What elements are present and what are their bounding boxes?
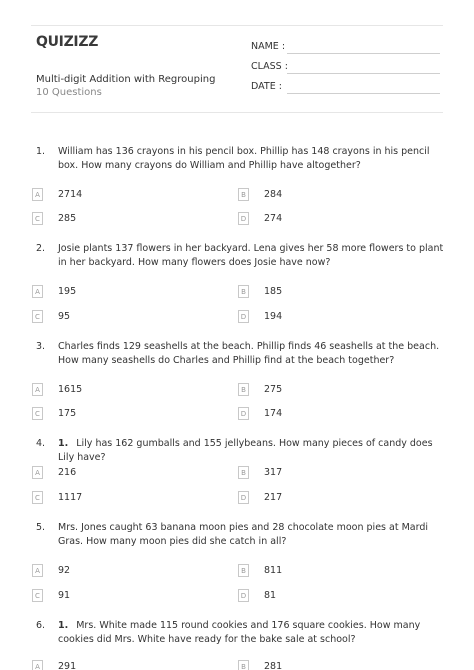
- question-6: [36, 619, 446, 647]
- option-letter-box: B: [238, 383, 249, 396]
- option-value: 1117: [58, 492, 83, 503]
- option-b[interactable]: [238, 188, 282, 201]
- header-top-rule: [31, 25, 443, 26]
- option-value: 175: [58, 408, 77, 419]
- question-text: Mrs. Jones caught 63 banana moon pies and 28 chocolate moon pies at Mardi Gras. How many moon pies did she catch in all?: [58, 522, 429, 547]
- option-letter-box: A: [32, 564, 43, 577]
- option-letter-box: C: [32, 589, 43, 602]
- option-letter-box: D: [238, 407, 249, 420]
- option-value: 275: [264, 384, 283, 395]
- question-number: 4.: [36, 438, 46, 449]
- option-value: 92: [58, 565, 71, 576]
- option-letter-box: B: [238, 660, 249, 670]
- worksheet-title: Multi-digit Addition with Regrouping: [36, 74, 216, 85]
- option-letter-box: C: [32, 407, 43, 420]
- question-prefix: 1.: [58, 620, 69, 631]
- option-a[interactable]: [32, 466, 76, 479]
- option-c[interactable]: [32, 407, 76, 420]
- option-value: 2714: [58, 189, 83, 200]
- question-text: Lily has 162 gumballs and 155 jellybeans. How many pieces of candy does Lily have?: [58, 438, 433, 463]
- question-text: Josie plants 137 flowers in her backyard. Lena gives her 58 more flowers to plant in her backyard. How many flowers does Josie have now?: [58, 243, 444, 268]
- header-bottom-rule: [31, 112, 443, 113]
- option-letter-box: B: [238, 188, 249, 201]
- question-text-wrapper: [58, 619, 446, 647]
- name-label: NAME :: [251, 41, 286, 52]
- option-b[interactable]: [238, 285, 282, 298]
- option-c[interactable]: [32, 491, 82, 504]
- question-1: [36, 145, 446, 173]
- option-a[interactable]: [32, 564, 70, 577]
- question-text-wrapper: [58, 437, 446, 465]
- question-number: 1.: [36, 146, 46, 157]
- option-b[interactable]: [238, 383, 282, 396]
- option-letter-box: A: [32, 188, 43, 201]
- option-value: 194: [264, 311, 283, 322]
- option-letter-box: A: [32, 383, 43, 396]
- option-letter-box: D: [238, 589, 249, 602]
- date-label: DATE :: [251, 81, 282, 92]
- question-number: 5.: [36, 522, 46, 533]
- option-c[interactable]: [32, 212, 76, 225]
- question-number: 6.: [36, 620, 46, 631]
- question-number: 3.: [36, 341, 46, 352]
- question-text: William has 136 crayons in his pencil box. Phillip has 148 crayons in his pencil box. How many crayons do William and Phillip have altogether?: [58, 146, 430, 171]
- option-value: 217: [264, 492, 283, 503]
- name-field[interactable]: [287, 53, 440, 54]
- option-value: 91: [58, 590, 71, 601]
- option-letter-box: B: [238, 564, 249, 577]
- question-number: 2.: [36, 243, 46, 254]
- option-d[interactable]: [238, 491, 282, 504]
- option-d[interactable]: [238, 407, 282, 420]
- option-letter-box: C: [32, 212, 43, 225]
- option-letter-box: B: [238, 285, 249, 298]
- option-value: 81: [264, 590, 277, 601]
- option-value: 281: [264, 661, 283, 670]
- option-letter-box: C: [32, 491, 43, 504]
- option-c[interactable]: [32, 589, 70, 602]
- option-value: 216: [58, 467, 77, 478]
- question-text: Charles finds 129 seashells at the beach. Phillip finds 46 seashells at the beach. How many seashells do Charles and Phillip find at the beach together?: [58, 341, 440, 366]
- class-field[interactable]: [287, 73, 440, 74]
- date-field[interactable]: [287, 93, 440, 94]
- question-prefix: 1.: [58, 438, 69, 449]
- option-letter-box: D: [238, 212, 249, 225]
- quizizz-logo: QUIZIZZ: [36, 34, 99, 50]
- option-c[interactable]: [32, 310, 70, 323]
- option-letter-box: C: [32, 310, 43, 323]
- option-letter-box: A: [32, 466, 43, 479]
- question-5: [36, 521, 446, 549]
- option-letter-box: A: [32, 285, 43, 298]
- option-b[interactable]: [238, 660, 282, 670]
- option-letter-box: A: [32, 660, 43, 670]
- option-value: 284: [264, 189, 283, 200]
- option-a[interactable]: [32, 383, 82, 396]
- option-value: 274: [264, 213, 283, 224]
- option-value: 291: [58, 661, 77, 670]
- option-b[interactable]: [238, 564, 282, 577]
- option-letter-box: B: [238, 466, 249, 479]
- option-value: 95: [58, 311, 71, 322]
- question-3: [36, 340, 446, 368]
- option-a[interactable]: [32, 660, 76, 670]
- option-value: 174: [264, 408, 283, 419]
- option-d[interactable]: [238, 212, 282, 225]
- option-value: 195: [58, 286, 77, 297]
- question-4: [36, 437, 446, 465]
- question-count: 10 Questions: [36, 87, 102, 98]
- option-value: 285: [58, 213, 77, 224]
- option-value: 185: [264, 286, 283, 297]
- class-label: CLASS :: [251, 61, 288, 72]
- option-a[interactable]: [32, 285, 76, 298]
- option-letter-box: D: [238, 491, 249, 504]
- option-d[interactable]: [238, 589, 276, 602]
- option-b[interactable]: [238, 466, 282, 479]
- option-value: 317: [264, 467, 283, 478]
- question-2: [36, 242, 446, 270]
- option-a[interactable]: [32, 188, 82, 201]
- question-text: Mrs. White made 115 round cookies and 176 square cookies. How many cookies did Mrs. White have ready for the bake sale at school?: [58, 620, 421, 645]
- option-value: 811: [264, 565, 283, 576]
- option-d[interactable]: [238, 310, 282, 323]
- option-letter-box: D: [238, 310, 249, 323]
- option-value: 1615: [58, 384, 83, 395]
